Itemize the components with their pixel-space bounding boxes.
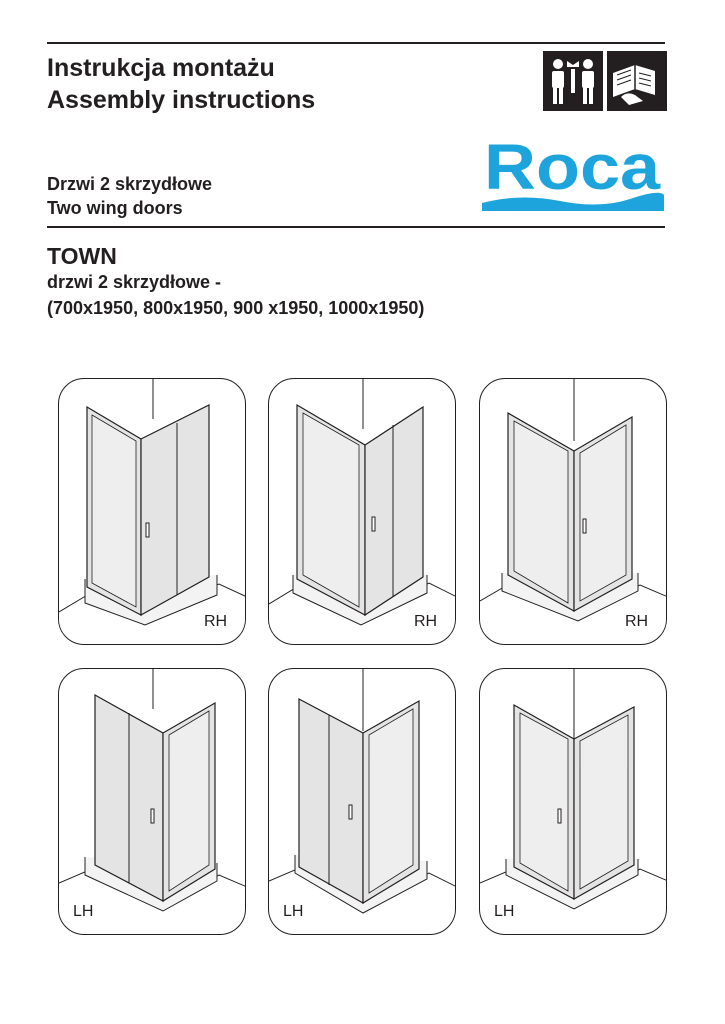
read-manual-icon	[607, 51, 667, 111]
variant-panel-rh-1	[58, 378, 246, 645]
product-description: drzwi 2 skrzydłowe -	[47, 272, 222, 292]
handing-label: RH	[414, 613, 438, 630]
shower-rh-illustration-1	[59, 379, 246, 645]
shower-rh-illustration-2	[269, 379, 456, 645]
variant-panel-lh-2	[268, 668, 456, 935]
variant-panel-lh-3	[479, 668, 667, 935]
product-name: TOWN	[47, 243, 117, 269]
shower-lh-illustration-2	[269, 669, 456, 935]
two-persons-tools-icon	[543, 51, 603, 111]
variant-panel-rh-3	[479, 378, 667, 645]
middle-rule	[47, 226, 665, 228]
product-sizes: (700x1950, 800x1950, 900 x1950, 1000x1950)	[47, 298, 425, 318]
title-english: Assembly instructions	[47, 86, 316, 114]
svg-text:Roca: Roca	[484, 133, 661, 203]
roca-logo	[480, 133, 666, 217]
handing-label: RH	[625, 613, 649, 630]
product-type-english: Two wing doors	[47, 198, 183, 218]
handing-label: RH	[204, 613, 228, 630]
handing-label: LH	[494, 903, 515, 920]
variant-panel-rh-2	[268, 378, 456, 645]
title-polish: Instrukcja montażu	[47, 54, 275, 82]
instruction-icons	[543, 51, 667, 111]
shower-rh-illustration-3	[480, 379, 667, 645]
shower-lh-illustration-1	[59, 669, 246, 935]
handing-label: LH	[73, 903, 94, 920]
shower-lh-illustration-3	[480, 669, 667, 935]
variant-panel-lh-1	[58, 668, 246, 935]
handing-label: LH	[283, 903, 304, 920]
top-rule	[47, 42, 665, 44]
product-type-polish: Drzwi 2 skrzydłowe	[47, 174, 213, 194]
